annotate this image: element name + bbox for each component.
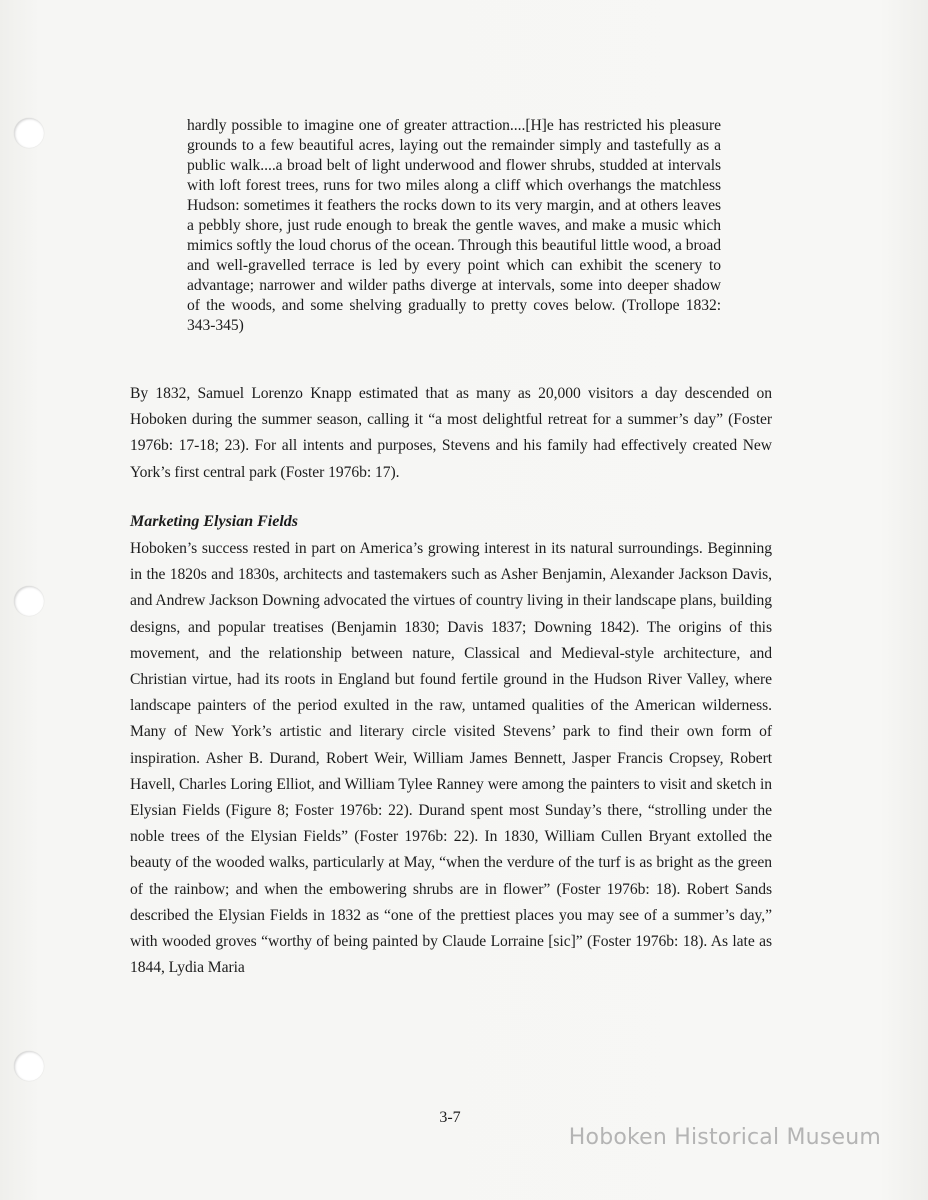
punch-hole-top <box>14 118 44 148</box>
page-number: 3-7 <box>439 1109 461 1126</box>
body-paragraph-1: By 1832, Samuel Lorenzo Knapp estimated that as many as 20,000 visitors a day descended on Hoboken during the summer season, calling it “a most delightful retreat for a summer’s day” (Foster 1976b: 17-18; 23). For all intents and purposes, Stevens and his family had effectively created New York’s first central park (Foster 1976b: 17). <box>130 385 772 481</box>
museum-watermark: Hoboken Historical Museum <box>568 1125 881 1150</box>
body-paragraph-2: Hoboken’s success rested in part on America’s growing interest in its natural surroundings. Beginning in the 1820s and 1830s, architects and tastemakers such as Asher Benjamin, Alexander Jackson Davis, and Andrew Jackson Downing advocated the virtues of country living in their landscape plans, building designs, and popular treatises (Benjamin 1830; Davis 1837; Downing 1842). The origins of this movement, and the relationship between nature, Classical and Medieval-style architecture, and Christian virtue, had its roots in England but found fertile ground in the Hudson River Valley, where landscape painters of the period exulted in the raw, untamed qualities of the American wilderness. Many of New York’s artistic and literary circle visited Stevens’ park to find their own form of inspiration. Asher B. Durand, Robert Weir, William James Bennett, Jasper Francis Cropsey, Robert Havell, Charles Loring Elliot, and William Tylee Ranney were among the painters to visit and sketch in Elysian Fields (Figure 8; Foster 1976b: 22). Durand spent most Sunday’s there, “strolling under the noble trees of the Elysian Fields” (Foster 1976b: 22). In 1830, William Cullen Bryant extolled the beauty of the wooded walks, particularly at May, “when the verdure of the turf is as bright as the green of the rainbow; and when the embowering shrubs are in flower” (Foster 1976b: 18). Robert Sands described the Elysian Fields in 1832 as “one of the prettiest places you may see of a summer’s day,” with wooded groves “worthy of being painted by Claude Lorraine [sic]” (Foster 1976b: 18). As late as 1844, Lydia Maria <box>130 540 772 977</box>
punch-hole-middle <box>14 586 44 616</box>
section-heading: Marketing Elysian Fields <box>130 513 299 530</box>
punch-hole-bottom <box>14 1051 44 1081</box>
block-quote: hardly possible to imagine one of greater attraction....[H]e has restricted his pleasure grounds to a few beautiful acres, laying out the remainder simply and tastefully as a public walk....a broad belt of light underwood and flower shrubs, studded at intervals with loft forest trees, runs for two miles along a cliff which overhangs the matchless Hudson: sometimes it feathers the rocks down to its very margin, and at others leaves a pebbly shore, just rude enough to break the gentle waves, and make a music which mimics softly the loud chorus of the ocean. Through this beautiful little wood, a broad and well-gravelled terrace is led by every point which can exhibit the scenery to advantage; narrower and wilder paths diverge at intervals, some into deeper shadow of the woods, and some shelving gradually to pretty coves below. (Trollope 1832: 343-345) <box>187 117 721 334</box>
